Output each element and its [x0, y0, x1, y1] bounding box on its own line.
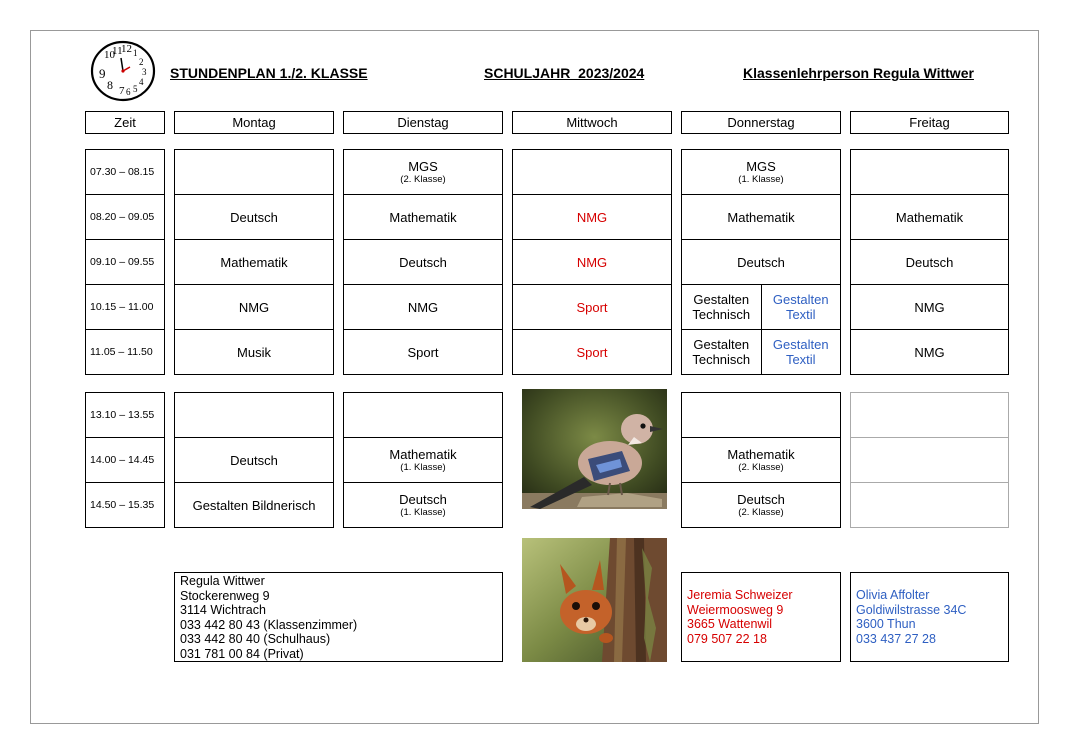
clock-number: 7 [119, 85, 125, 97]
time-slot: 11.05 – 11.50 [85, 329, 165, 375]
lesson-subject: Mathematik [389, 446, 457, 462]
lesson-cell [343, 482, 503, 528]
lesson-cell [343, 437, 503, 483]
time-slot: 08.20 – 09.05 [85, 194, 165, 240]
lesson-empty [850, 437, 1009, 483]
lesson-line: Gestalten [772, 292, 829, 307]
address-line: Stockerenweg 9 [180, 588, 270, 603]
lesson-split-cell [681, 329, 841, 375]
school-year: SCHULJAHR 2023/2024 [484, 65, 645, 81]
lesson-subject: MGS [746, 158, 776, 174]
header-mittwoch: Mittwoch [512, 111, 672, 134]
time-slot: 14.00 – 14.45 [85, 437, 165, 483]
lesson-subject: Mathematik [727, 446, 795, 462]
header-freitag: Freitag [850, 111, 1009, 134]
clock-number: 1 [133, 48, 138, 58]
lesson-class-note: (2. Klasse) [738, 461, 784, 473]
red-squirrel-photo [522, 538, 667, 662]
time-slot: 10.15 – 11.00 [85, 284, 165, 330]
clock-number: 10 [104, 49, 115, 61]
clock-number: 8 [107, 78, 113, 92]
lesson-cell: Deutsch [174, 437, 334, 483]
lesson-line: Technisch [692, 352, 751, 367]
lesson-class-note: (2. Klasse) [738, 506, 784, 518]
lesson-empty [850, 482, 1009, 528]
schedule-title: STUNDENPLAN 1./2. KLASSE [170, 65, 368, 81]
lesson-cell: NMG [850, 284, 1009, 330]
lesson-class-note: (1. Klasse) [400, 506, 446, 518]
lesson-cell [343, 149, 503, 195]
address-line: Olivia Affolter [856, 588, 930, 602]
lesson-line: Gestalten [693, 292, 750, 307]
clock-number: 3 [142, 67, 147, 77]
clock-number: 9 [99, 66, 106, 81]
lesson-cell: NMG [343, 284, 503, 330]
lesson-cell: Sport [512, 329, 672, 375]
lesson-class-note: (1. Klasse) [738, 173, 784, 185]
lesson-cell: NMG [850, 329, 1009, 375]
clock-number: 11 [112, 45, 123, 57]
lesson-textil [762, 285, 841, 329]
lesson-cell: Sport [343, 329, 503, 375]
address-line: 033 442 80 43 (Klassenzimmer) [180, 617, 358, 632]
clock-logo [90, 40, 156, 102]
lesson-line: Gestalten [693, 337, 750, 352]
time-slot: 14.50 – 15.35 [85, 482, 165, 528]
clock-number: 5 [133, 84, 138, 94]
lesson-split-cell [681, 284, 841, 330]
lesson-cell: Gestalten Bildnerisch [174, 482, 334, 528]
header-montag: Montag [174, 111, 334, 134]
lesson-cell: Deutsch [681, 239, 841, 285]
lesson-cell [681, 437, 841, 483]
clock-number: 2 [139, 57, 144, 67]
lesson-cell: Deutsch [850, 239, 1009, 285]
class-teacher: Klassenlehrperson Regula Wittwer [743, 65, 974, 81]
time-slot: 07.30 – 08.15 [85, 149, 165, 195]
address-line: 079 507 22 18 [687, 631, 767, 646]
lesson-cell: NMG [512, 239, 672, 285]
jay-bird-photo [522, 389, 667, 509]
lesson-technisch [682, 330, 762, 374]
lesson-cell: Musik [174, 329, 334, 375]
time-slot: 13.10 – 13.55 [85, 392, 165, 438]
lesson-empty [681, 392, 841, 438]
header-zeit: Zeit [85, 111, 165, 134]
lesson-line: Technisch [692, 307, 751, 322]
lesson-cell: NMG [174, 284, 334, 330]
lesson-empty [174, 392, 334, 438]
lesson-subject: Deutsch [399, 491, 447, 507]
lesson-cell: Mathematik [174, 239, 334, 285]
clock-number: 4 [139, 77, 144, 87]
lesson-cell: Mathematik [850, 194, 1009, 240]
address-line: 033 442 80 40 (Schulhaus) [180, 632, 331, 647]
time-slot: 09.10 – 09.55 [85, 239, 165, 285]
lesson-cell [681, 482, 841, 528]
lesson-empty [174, 149, 334, 195]
lesson-subject: MGS [408, 158, 438, 174]
lesson-cell: Deutsch [343, 239, 503, 285]
lesson-empty [850, 149, 1009, 195]
address-line: Jeremia Schweizer [687, 588, 793, 602]
lesson-line: Gestalten [772, 337, 829, 352]
lesson-class-note: (2. Klasse) [400, 173, 446, 185]
lesson-line: Textil [785, 307, 816, 322]
lesson-cell: Sport [512, 284, 672, 330]
lesson-cell: Deutsch [174, 194, 334, 240]
address-teacher-3 [850, 572, 1009, 662]
address-line: 3114 Wichtrach [180, 603, 266, 618]
address-line: 031 781 00 84 (Privat) [180, 646, 304, 661]
lesson-empty [850, 392, 1009, 438]
header-dienstag: Dienstag [343, 111, 503, 134]
header-donnerstag: Donnerstag [681, 111, 841, 134]
address-line: Regula Wittwer [180, 574, 265, 588]
lesson-technisch [682, 285, 762, 329]
lesson-cell: Mathematik [681, 194, 841, 240]
lesson-subject: Deutsch [737, 491, 785, 507]
lesson-cell [681, 149, 841, 195]
lesson-class-note: (1. Klasse) [400, 461, 446, 473]
lesson-line: Textil [785, 352, 816, 367]
address-line: 033 437 27 28 [856, 631, 936, 646]
lesson-empty [343, 392, 503, 438]
address-class-teacher [174, 572, 503, 662]
address-line: 3600 Thun [856, 617, 916, 632]
lesson-cell: Mathematik [343, 194, 503, 240]
lesson-empty [512, 149, 672, 195]
lesson-textil [762, 330, 841, 374]
address-line: 3665 Wattenwil [687, 617, 772, 632]
address-line: Goldiwilstrasse 34C [856, 602, 967, 617]
address-teacher-2 [681, 572, 841, 662]
lesson-cell: NMG [512, 194, 672, 240]
clock-number: 6 [126, 87, 131, 97]
clock-number: 12 [121, 43, 132, 55]
address-line: Weiermoosweg 9 [687, 602, 784, 617]
